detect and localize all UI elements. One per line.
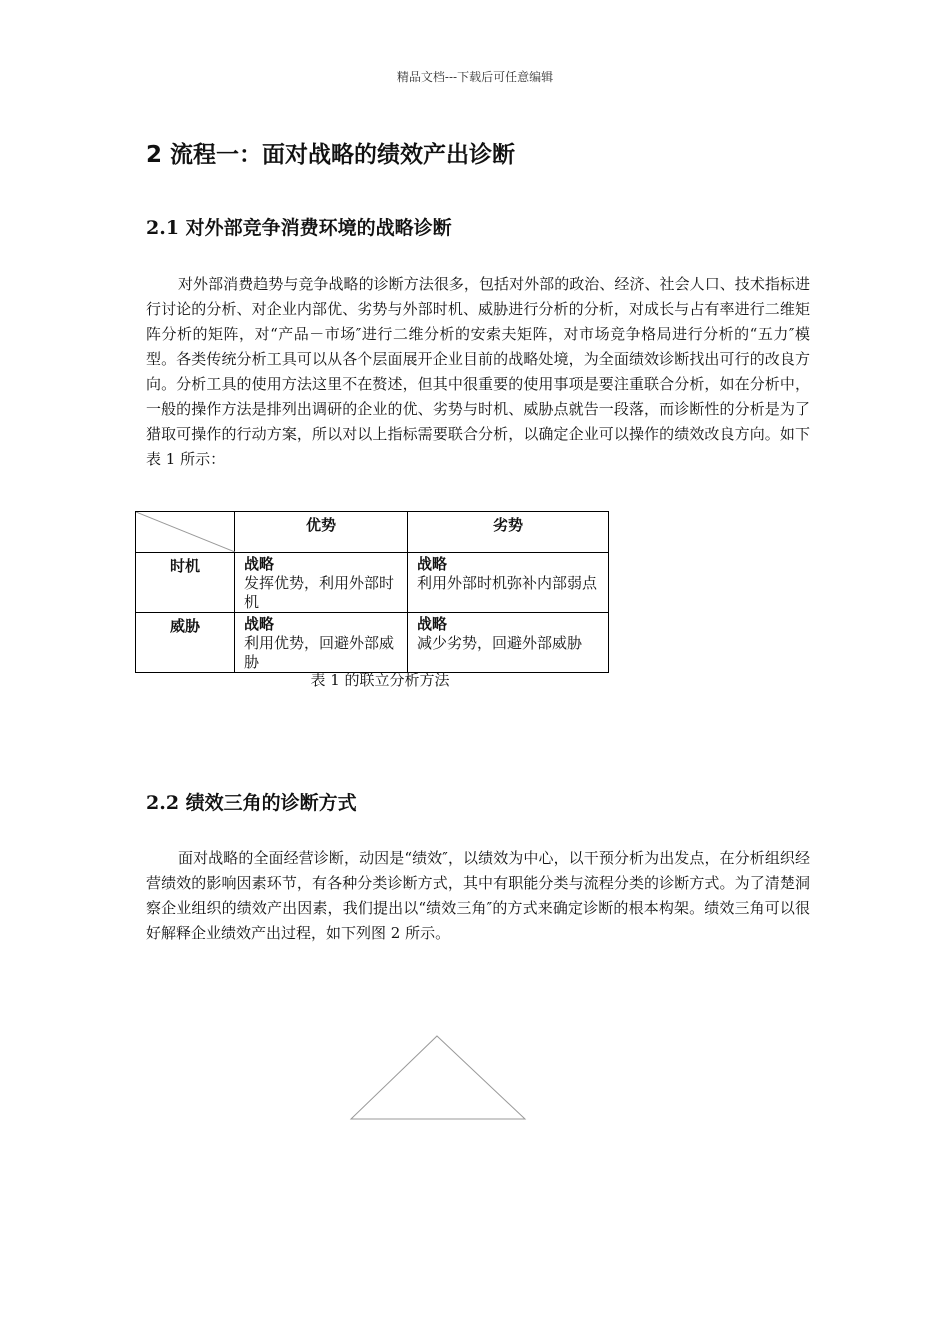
section-heading-2-1: 2.1 对外部竞争消费环境的战略诊断: [146, 217, 452, 239]
page-header: 精品文档---下载后可任意编辑: [396, 70, 554, 84]
cell-text: 发挥优势，利用外部时机: [244, 574, 395, 611]
table-row: [136, 613, 609, 673]
diagonal-line: [136, 512, 235, 552]
cell-title: 战略: [244, 615, 275, 633]
table-cell: [408, 553, 609, 613]
table-corner-cell: [136, 512, 235, 553]
table-header-row: [136, 512, 609, 553]
table-cell: [408, 613, 609, 673]
section-heading-2-2: 2.2 绩效三角的诊断方式: [146, 792, 357, 814]
chapter-heading: 2 流程一：面对战略的绩效产出诊断: [146, 142, 516, 168]
triangle-shape: [351, 1036, 525, 1119]
column-header-weaknesses: 劣势: [408, 512, 609, 553]
table-cell: [235, 553, 408, 613]
table-caption: 表 1 的联立分析方法: [310, 671, 450, 689]
table-cell: [235, 613, 408, 673]
section-2-1-paragraph: 对外部消费趋势与竞争战略的诊断方法很多，包括对外部的政治、经济、社会人口、技术指标进行讨论的分析、对企业内部优、劣势与外部时机、威胁进行分析的分析，对成长与占有率进行二维矩阵分析的矩阵，对“产品－市场″进行二维分析的安索夫矩阵，对市场竞争格局进行分析的“五力″模型。各类传统分析工具可以从各个层面展开企业目前的战略处境，为全面绩效诊断找出可行的改良方向。分析工具的使用方法这里不在赘述，但其中很重要的使用事项是要注重联合分析，如在分析中，一般的操作方法是排列出调研的企业的优、劣势与时机、威胁点就告一段落，而诊断性的分析是为了猎取可操作的行动方案，所以对以上指标需要联合分析，以确定企业可以操作的绩效改良方向。如下表 1 所示：: [146, 275, 810, 468]
section-2-2-paragraph: 面对战略的全面经营诊断，动因是“绩效″，以绩效为中心，以干预分析为出发点，在分析组织经营绩效的影响因素环节，有各种分类诊断方式，其中有职能分类与流程分类的诊断方式。为了清楚洞察企业组织的绩效产出因素，我们提出以“绩效三角″的方式来确定诊断的根本构架。绩效三角可以很好解释企业绩效产出过程，如下列图 2 所示。: [146, 849, 810, 942]
row-header-threats: 威胁: [136, 613, 235, 673]
row-header-opportunities: 时机: [136, 553, 235, 613]
column-header-strengths: 优势: [235, 512, 408, 553]
cell-text: 利用外部时机弥补内部弱点: [417, 574, 598, 592]
cell-text: 利用优势，回避外部威胁: [244, 634, 395, 671]
cell-title: 战略: [417, 555, 448, 573]
cell-title: 战略: [417, 615, 448, 633]
performance-triangle-figure: [349, 1034, 529, 1122]
swot-strategy-table: [135, 511, 609, 673]
cell-text: 减少劣势，回避外部威胁: [417, 634, 583, 652]
table-row: [136, 553, 609, 613]
cell-title: 战略: [244, 555, 275, 573]
